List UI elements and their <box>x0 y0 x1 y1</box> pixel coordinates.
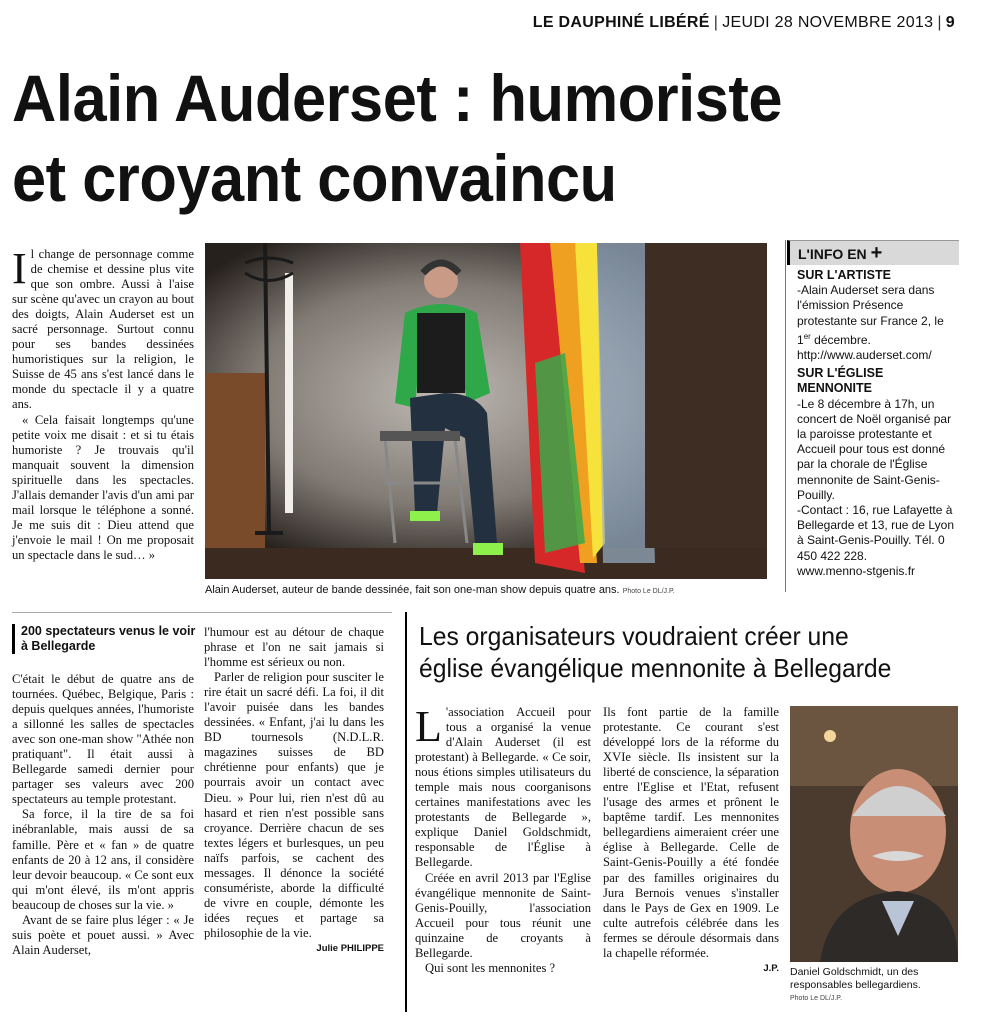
article2-paragraph-1: L 'association Accueil pour tous a organisé la venue d'Alain Auderset (il est protestant) à Bellegarde. « Ce soir, nous étions simples utilisateurs du temple mais nous coorganisons certaines manifestations avec les protestants de Bellegarde », explique Daniel Goldschmidt, responsable de l'Église à Bellegarde. <box>415 702 591 870</box>
article2-headline-line-2: église évangélique mennonite à Bellegarde <box>419 653 892 683</box>
newspaper-name: LE DAUPHINÉ LIBÉRÉ <box>532 14 710 31</box>
main-photo-caption: Alain Auderset, auteur de bande dessinée, fait son one-man show depuis quatre ans. Photo Le DL/J.P. <box>205 584 675 596</box>
subhead: 200 spectateurs venus le voir à Bellegarde <box>12 624 203 654</box>
infobox-title: L'INFO EN + <box>787 240 959 265</box>
infobox-church-text: -Le 8 décembre à 17h, un concert de Noël organisé par la paroisse protestante et Accueil pour tous est donné par la chorale de l'Église mennonite de Saint-Genis-Pouilly. <box>797 396 952 502</box>
church-website-link[interactable]: www.menno-stgenis.fr <box>797 563 916 578</box>
infobox-divider <box>785 240 786 592</box>
article-divider <box>405 612 407 1012</box>
headline-line-1: Alain Auderset : humoriste <box>12 61 783 135</box>
section-divider-left <box>12 612 392 613</box>
portrait-photo <box>790 706 958 962</box>
article2-column-a <box>415 702 591 976</box>
info-box <box>787 240 959 579</box>
dropcap: I <box>12 244 27 293</box>
article2-paragraph-2: Créée en avril 2013 par l'Eglise évangélique mennonite de Saint-Genis-Pouilly, l'association Accueil pour tous réunit une quinzaine de croyants à Bellegarde. <box>415 870 591 960</box>
portrait-photo-credit: Photo Le DL/J.P. <box>790 995 843 1002</box>
plus-icon: + <box>870 242 883 264</box>
daniel-goldschmidt-portrait-image <box>790 706 958 962</box>
body-column-1 <box>12 672 194 958</box>
headline <box>12 58 905 218</box>
artist-website-link[interactable]: http://www.auderset.com/ <box>797 348 932 363</box>
col1-paragraph-1: C'était le début de quatre ans de tournées. Québec, Belgique, Paris : depuis quelques années, l'humoriste a sillonné les salles de spectacles avec son one-man show "Athée non pratiquant". Il était aussi à Bellegarde samedi dernier pour partager ses valeurs avec 200 spectateurs au temple protestant. <box>12 672 194 807</box>
col2-paragraph-1: l'humour est au détour de chaque phrase et l'on ne sait jamais si l'homme est sérieux ou non. <box>204 625 384 670</box>
lede-column <box>12 244 194 563</box>
article2-signature: J.P. <box>763 962 779 974</box>
article2-headline <box>419 620 951 684</box>
article2-column-b <box>603 705 779 976</box>
headline-line-2: et croyant convaincu <box>12 141 617 215</box>
lede-paragraph-1: Il change de personnage comme de chemise et dessine plus vite que son ombre. Aussi à l'aise sur scène qu'avec un crayon au bout des doigts, Alain Auderset est un sacré personnage. Surtout connu pour ses bandes dessinées humoristiques sur la religion, le Suisse de 45 ans s'est lancé dans le monde du spectacle il y a quatre ans. <box>12 244 194 412</box>
main-photo <box>205 243 767 579</box>
col2-paragraph-2: Parler de religion pour susciter le rire était un sacré défi. La foi, il dit l'avoir puisée dans les bandes dessinées. « Enfant, j'ai lu dans les BD tournesols (N.D.L.R. magazines suisses de BD chrétienne pour enfants) que je pourrais avoir un contact avec Dieu. » Pour lui, rien n'est dû au hasard et rien n'est possible sans croyance. Derrière chacun de ses textes légers et burlesques, un peu naïfs parfois, se cachent des messages. Il dénonce la société consumériste, aborde la difficulté de vivre en couple, démonte les idées reçues et partage sa philosophie de la vie. <box>204 670 384 940</box>
performer-on-stage-image <box>205 243 767 579</box>
portrait-caption: Daniel Goldschmidt, un des responsables bellegardiens. Photo Le DL/J.P. <box>790 966 960 1005</box>
article2-dropcap: L <box>415 702 442 751</box>
article2-paragraph-4: Ils font partie de la famille protestante. Ce courant s'est développé lors de la réforme du XVIe siècle. Ils insistent sur la liberté de conscience, la séparation entre l'Eglise et l'Etat, refusent l'usage des armes et prônent le baptême tardif. Les mennonites bellegardiens aimeraient créer une église à Bellegarde. Celle de Saint-Genis-Pouilly a été fondée par des familles originaires du Jura Bernois venues s'installer dans le Pays de Gex en 1909. Le culte autrefois célébrée dans les fermes se déroule désormais dans la chapelle réformée. <box>603 705 779 960</box>
photo-credit: Photo Le DL/J.P. <box>622 588 675 595</box>
infobox-contact: -Contact : 16, rue Lafayette à Bellegarde et 13, rue de Lyon à Saint-Genis-Pouilly. Tél. 0 450 422 228. <box>797 503 955 563</box>
masthead: LE DAUPHINÉ LIBÉRÉ | JEUDI 28 NOVEMBRE 2013 | 9 <box>532 14 955 31</box>
article2-headline-line-1: Les organisateurs voudraient créer une <box>419 621 849 651</box>
col1-paragraph-3: Avant de se faire plus léger : « Je suis poète et pouet aussi. » Avec Alain Auderset, <box>12 912 194 957</box>
lede-paragraph-2: « Cela faisait longtemps qu'une petite voix me disait : et si tu étais humoriste ? Je trouvais qu'il manquait souvent la dimension spirituelle dans les spectacles. J'allais demander l'avis d'un ami par mail lorsque le téléphone a sonné. Je me suis dit : Dieu attend que j'envoie le mail ! On me proposait un spectacle dans le sud… » <box>12 412 194 562</box>
issue-date: JEUDI 28 NOVEMBRE 2013 <box>722 14 934 31</box>
author-signature: Julie PHILIPPE <box>316 942 384 954</box>
infobox-church-heading: SUR L'ÉGLISE MENNONITE <box>797 366 884 396</box>
infobox-artist-heading: SUR L'ARTISTE <box>797 268 891 282</box>
article2-paragraph-3: Qui sont les mennonites ? <box>425 960 556 975</box>
col1-paragraph-2: Sa force, il la tire de sa foi inébranlable, mais aussi de sa famille. Père et « fan » de quatre enfants de 20 à 12 ans, il considère leur devoir beaucoup. « Ce sont eux qui m'ont élevé, ils m'ont appris beaucoup de choses sur la vie. » <box>12 807 194 912</box>
infobox-artist-text: -Alain Auderset sera dans l'émission Présence protestante sur France 2, le 1er décembre. <box>797 283 944 347</box>
body-column-2 <box>204 625 384 956</box>
page-number: 9 <box>945 14 955 31</box>
